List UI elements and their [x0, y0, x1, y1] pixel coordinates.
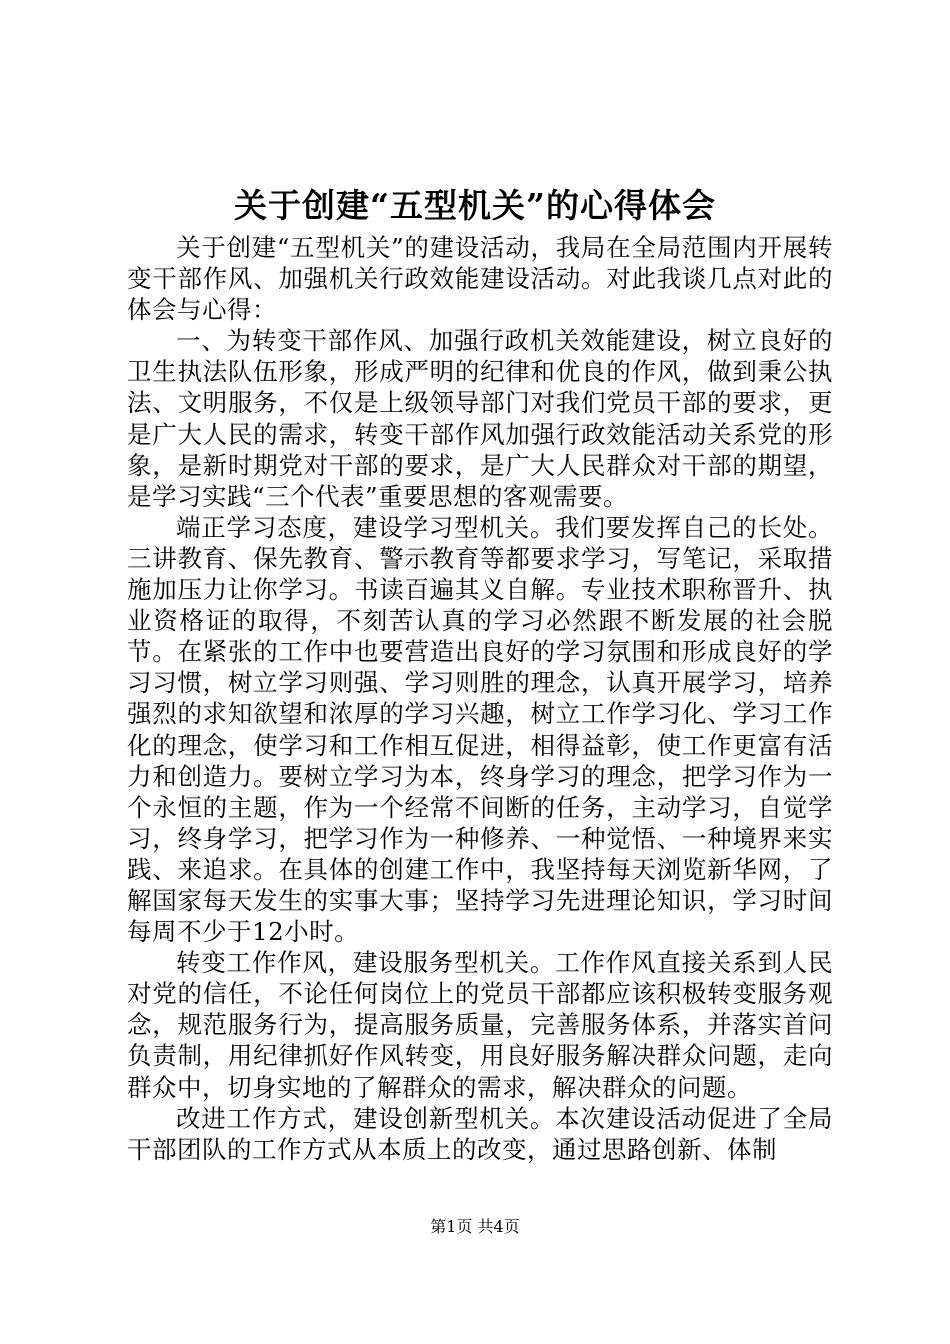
paragraph-innovation: 改进工作方式，建设创新型机关。本次建设活动促进了全局干部团队的工作方式从本质上的改变，通过思路创新、体制 [127, 1103, 833, 1164]
document-body [127, 232, 833, 1165]
paragraph-service: 转变工作作风，建设服务型机关。工作作风直接关系到人民对党的信任，不论任何岗位上的党员干部都应该积极转变服务观念，规范服务行为，提高服务质量，完善服务体系，并落实首问负责制，用纪律抓好作风转变，用良好服务解决群众问题，走向群众中，切身实地的了解群众的需求，解决群众的问题。 [127, 948, 833, 1102]
page-title: 关于创建“五型机关”的心得体会 [234, 186, 716, 225]
page-number-footer: 第1页 共4页 [430, 1217, 520, 1236]
paragraph-1: 一、为转变干部作风、加强行政机关效能建设，树立良好的卫生执法队伍形象，形成严明的纪律和优良的作风，做到秉公执法、文明服务，不仅是上级领导部门对我们党员干部的要求，更是广大人民的需求，转变干部作风加强行政效能活动关系党的形象，是新时期党对干部的要求，是广大人民群众对干部的期望，是学习实践“三个代表”重要思想的客观需要。 [127, 326, 833, 511]
paragraph-intro: 关于创建“五型机关”的建设活动，我局在全局范围内开展转变干部作风、加强机关行政效能建设活动。对此我谈几点对此的体会与心得： [127, 233, 833, 325]
paragraph-learning: 端正学习态度，建设学习型机关。我们要发挥自己的长处。三讲教育、保先教育、警示教育等都要求学习，写笔记，采取措施加压力让你学习。书读百遍其义自解。专业技术职称晋升、执业资格证的取得，不刻苦认真的学习必然跟不断发展的社会脱节。在紧张的工作中也要营造出良好的学习氛围和形成良好的学习习惯，树立学习则强、学习则胜的理念，认真开展学习，培养强烈的求知欲望和浓厚的学习兴趣，树立工作学习化、学习工作化的理念，使学习和工作相互促进，相得益彰，使工作更富有活力和创造力。要树立学习为本，终身学习的理念，把学习作为一个永恒的主题，作为一个经常不间断的任务，主动学习，自觉学习，终身学习，把学习作为一种修养、一种觉悟、一种境界来实践、来追求。在具体的创建工作中，我坚持每天浏览新华网，了解国家每天发生的实事大事；坚持学习先进理论知识，学习时间每周不少于12小时。 [127, 512, 833, 947]
